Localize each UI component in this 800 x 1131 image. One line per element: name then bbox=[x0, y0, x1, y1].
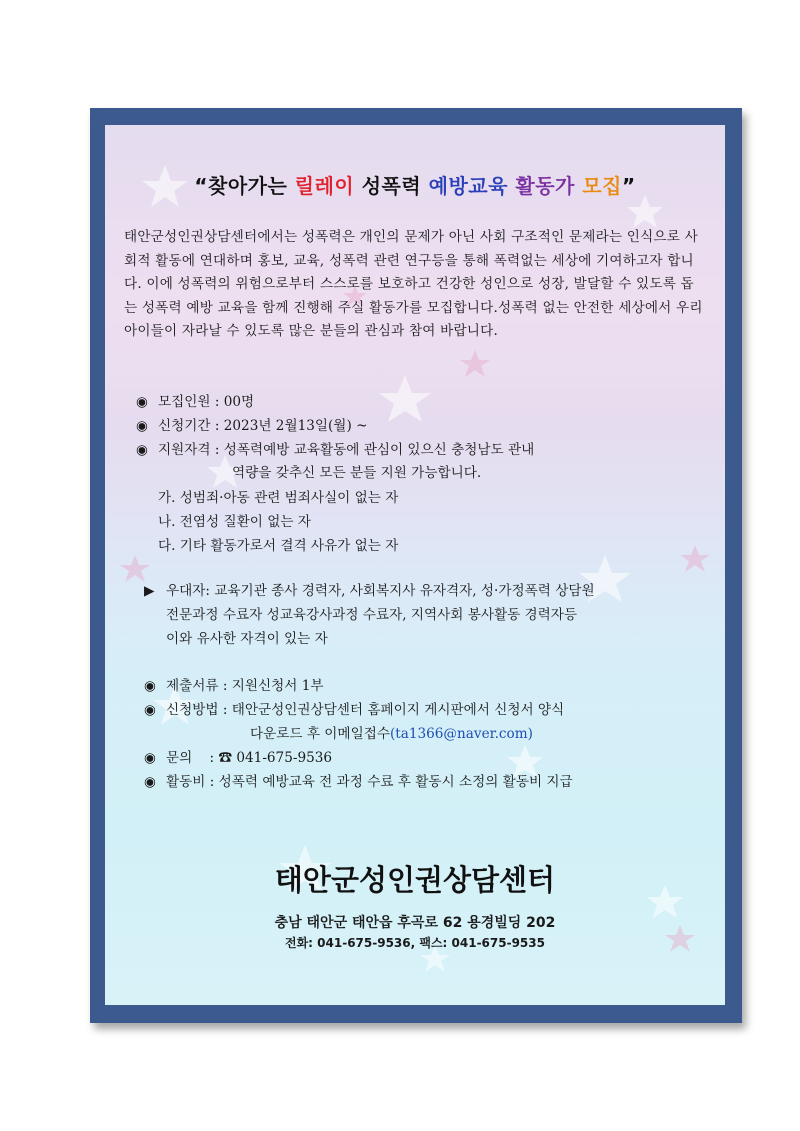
application-period-text: 신청기간 : 2023년 2월13일(월) ~ bbox=[158, 418, 368, 434]
title-word-relay: 릴레이 bbox=[294, 174, 355, 198]
bullet-icon: ◉ bbox=[136, 442, 148, 458]
poster-title bbox=[105, 170, 725, 199]
arrow-icon: ▶ bbox=[144, 583, 155, 599]
method-text-line1: 신청방법 : 태안군성인권상담센터 홈페이지 게시판에서 신청서 양식 bbox=[166, 702, 565, 718]
inquiry-item bbox=[144, 748, 332, 768]
email-link[interactable]: (ta1366@naver.com) bbox=[389, 726, 533, 742]
recruit-count-item bbox=[136, 392, 254, 412]
intro-paragraph: 태안군성인권상담센터에서는 성폭력은 개인의 문제가 아닌 사회 구조적인 문제라는 인식으로 사회적 활동에 연대하며 홍보, 교육, 성폭력 관련 연구등을 통해 폭력없는 세상에 기여하고자 합니다. 이에 성폭력의 위험으로부터 스스로를 보호하고 건강한 성인으로 성장, 발달할 수 있도록 돕는 성폭력 예방 교육을 함께 진행해 주실 활동가를 모집합니다.성폭력 없는 안전한 세상에서 우리 아이들이 자라날 수 있도록 많은 분들의 관심과 참여 바랍니다. bbox=[124, 229, 703, 340]
qualification-text-line1: 지원자격 : 성폭력예방 교육활동에 관심이 있으신 충청남도 관내 bbox=[158, 442, 535, 458]
title-word-prevention: 예방교육 bbox=[428, 174, 508, 198]
method-item bbox=[144, 700, 564, 720]
bullet-icon: ◉ bbox=[136, 418, 148, 434]
title-word-activist: 활동가 bbox=[507, 174, 575, 198]
fee-item bbox=[144, 772, 573, 792]
center-contact: 전화: 041-675-9536, 팩스: 041-675-9535 bbox=[285, 936, 545, 950]
qualification-item bbox=[136, 440, 534, 460]
bullet-icon: ◉ bbox=[144, 750, 156, 766]
bullet-icon: ◉ bbox=[144, 678, 156, 694]
recruit-count-text: 모집인원 : 00명 bbox=[158, 394, 255, 410]
preference-text-line3: 이와 유사한 자격이 있는 자 bbox=[166, 631, 328, 647]
preference-text-line1: 우대자: 교육기관 종사 경력자, 사회복지사 유자격자, 성·가정폭력 상담원 bbox=[166, 583, 595, 599]
condition-a: 가. 성범죄·아동 관련 범죄사실이 없는 자 bbox=[158, 490, 399, 506]
preference-line1 bbox=[144, 581, 595, 601]
fee-text: 활동비 : 성폭력 예방교육 전 과정 수료 후 활동시 소정의 활동비 지급 bbox=[166, 774, 573, 790]
bullet-icon: ◉ bbox=[144, 702, 156, 718]
title-open-quote: “찾아가는 bbox=[194, 174, 295, 198]
title-word-sexual-violence: 성폭력 bbox=[354, 174, 429, 198]
method-line2 bbox=[250, 724, 533, 744]
center-name: 태안군성인권상담센터 bbox=[274, 863, 556, 897]
title-close-quote: ” bbox=[621, 174, 636, 198]
preference-text-line2: 전문과정 수료자 성교육강사과정 수료자, 지역사회 봉사활동 경력자등 bbox=[166, 607, 578, 623]
inquiry-label: 문의 : bbox=[166, 750, 219, 766]
documents-text: 제출서류 : 지원신청서 1부 bbox=[166, 678, 324, 694]
qualification-text-line2: 역량을 갖추신 모든 분들 지원 가능합니다. bbox=[232, 465, 482, 481]
condition-c: 다. 기타 활동가로서 결격 사유가 없는 자 bbox=[158, 538, 399, 554]
title-word-recruit: 모집 bbox=[574, 174, 622, 198]
application-period-item bbox=[136, 416, 367, 436]
documents-item bbox=[144, 676, 324, 696]
bullet-icon: ◉ bbox=[136, 394, 148, 410]
bullet-icon: ◉ bbox=[144, 774, 156, 790]
condition-b: 나. 전염성 질환이 없는 자 bbox=[158, 514, 311, 530]
method-text-line2: 다운로드 후 이메일접수 bbox=[250, 726, 390, 742]
inquiry-phone: 041-675-9536 bbox=[232, 750, 333, 766]
center-address: 충남 태안군 태안읍 후곡로 62 용경빌딩 202 bbox=[274, 915, 556, 931]
phone-icon: ☎ bbox=[218, 750, 233, 766]
